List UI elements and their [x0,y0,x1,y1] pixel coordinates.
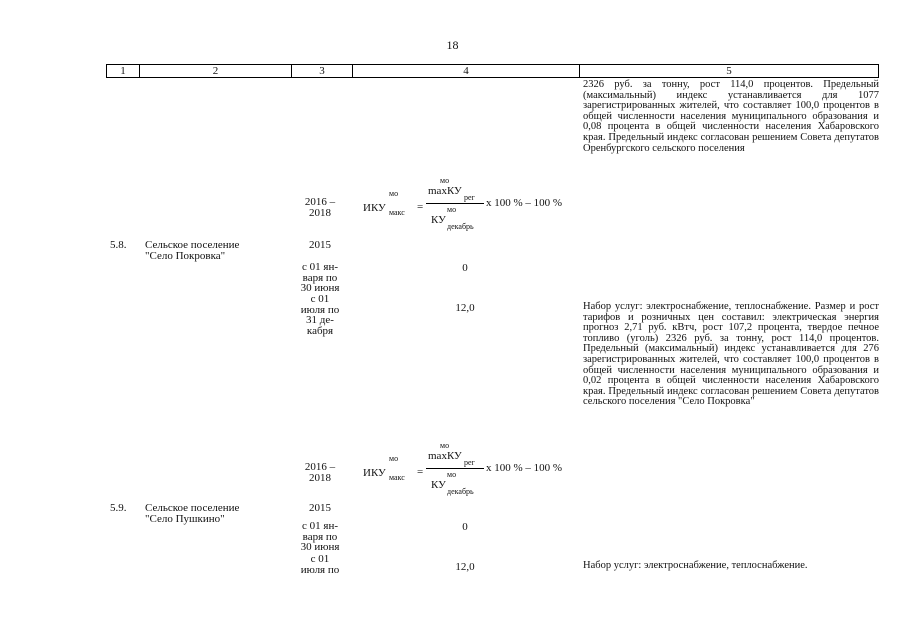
header-col-3: 3 [292,65,353,77]
top-continued-text: 2326 руб. за тонну, рост 114,0 процентов. Предельный (максимальный) индекс устанавливается для 1077 зарегистрированных жителей, что составляет 100,0 процентов в общей численности населения муниципального образования и 0,08 процента в общей численности населения Хабаровского края. Предельный индекс согласован решением Совета депутатов Оренбургского сельского поселения [583,79,879,154]
section-5-8-period2: с 01 июля по 31 де- кабря [300,293,340,337]
section-5-8-description: Набор услуг: электроснабжение, теплоснабжение. Размер и рост тарифов и розничных цен составил: электрическая энергия прогноз 2,71 руб. кВтч, рост 107,2 процента, твердое печное топливо (уголь) 2326 руб. за тонну, рост 114,0 процентов. Предельный (максимальный) индекс устанавливается для 276 зарегистрированных жителей, что составляет 100,0 процентов в общей численности населения муниципального образования и 0,02 процента в общей численности населения Хабаровского края. Предельный индекс согласован решением Совета депутатов сельского поселения "Село Покровка" [583,301,879,408]
section-5-8-period1: с 01 ян- варя по 30 июня [300,261,340,294]
section-5-9-name: Сельское поселение "Село Пушкино" [145,502,240,525]
section-5-9-description: Набор услуг: электроснабжение, теплоснабжение. [583,560,808,571]
formula-block-second: мо ИКУ макс = мо maxКУ рег мо КУ декабрь x 100 % – 100 % [363,441,563,496]
period-2016-2018-second: 2016 – 2018 [304,461,336,484]
section-5-8-value2: 12,0 [455,302,475,314]
header-col-1: 1 [107,65,140,77]
section-5-8-year: 2015 [309,239,331,251]
header-col-5: 5 [726,65,732,77]
header-col-4: 4 [353,65,580,77]
page-number: 18 [446,38,459,52]
section-5-9-num: 5.9. [110,502,127,514]
period-2016-2018: 2016 – 2018 [304,196,336,219]
section-5-8-num: 5.8. [110,239,127,251]
section-5-9-value2: 12,0 [455,561,475,573]
header-col-2: 2 [140,65,292,77]
section-5-9-period1: с 01 ян- варя по 30 июня [300,520,340,553]
section-5-9-value1: 0 [462,521,468,533]
table-header [106,64,879,78]
formula-block: мо ИКУ макс = мо maxКУ рег мо КУ декабрь x 100 % – 100 % [363,176,563,231]
section-5-8-value1: 0 [462,262,468,274]
section-5-9-year: 2015 [309,502,331,514]
section-5-9-period2: с 01 июля по [300,553,340,576]
section-5-8-name: Сельское поселение "Село Покровка" [145,239,240,262]
